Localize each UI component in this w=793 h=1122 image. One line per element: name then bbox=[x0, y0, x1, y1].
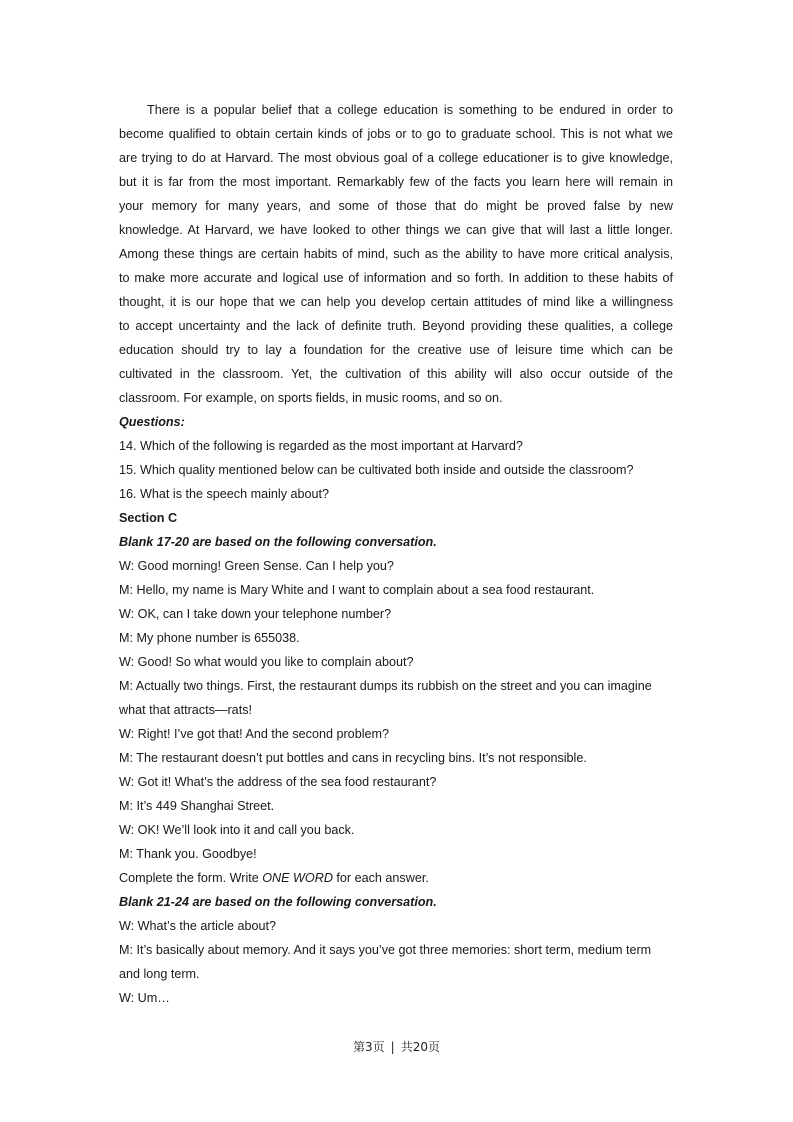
section-heading: Section C bbox=[119, 511, 178, 525]
passage bbox=[119, 98, 673, 410]
dialogue-line: W: Um… bbox=[119, 991, 170, 1005]
passage-line: cultivated in the classroom. Yet, the cultivation of this ability will also occur outside of the bbox=[119, 367, 673, 381]
dialogue-line: M: Actually two things. First, the restaurant dumps its rubbish on the street and you can imagine bbox=[119, 679, 652, 693]
passage-line: knowledge. At Harvard, we have looked to other things we can give that will last a little longer. bbox=[119, 223, 673, 237]
form-instruction bbox=[119, 866, 673, 890]
dialogue-line: what that attracts—rats! bbox=[119, 703, 252, 717]
passage-line: There is a popular belief that a college education is something to be endured in order to bbox=[147, 103, 673, 117]
dialogue-line: M: It’s 449 Shanghai Street. bbox=[119, 799, 275, 813]
dialogue-line: W: Right! I’ve got that! And the second problem? bbox=[119, 727, 389, 741]
dialogue-line: W: What’s the article about? bbox=[119, 919, 277, 933]
section-c bbox=[119, 506, 673, 1010]
footer-separator: | bbox=[390, 1040, 395, 1054]
total-pages: 共20页 bbox=[400, 1040, 440, 1054]
document-page bbox=[119, 98, 673, 1010]
dialogue-line: M: Thank you. Goodbye! bbox=[119, 847, 257, 861]
page-number: 第3页 bbox=[353, 1040, 385, 1054]
passage-line: are trying to do at Harvard. The most obvious goal of a college educationer is to give knowledge, bbox=[119, 151, 673, 165]
question-item: 15. Which quality mentioned below can be cultivated both inside and outside the classroom? bbox=[119, 463, 634, 477]
conversation-intro: Blank 21-24 are based on the following conversation. bbox=[119, 895, 437, 909]
passage-line: become qualified to obtain certain kinds of jobs or to go to graduate school. This is not what we bbox=[119, 127, 673, 141]
page-footer bbox=[0, 1038, 793, 1055]
passage-line: your memory for many years, and some of those that do might be proved false by new bbox=[119, 199, 673, 213]
passage-line: thought, it is our hope that we can help you develop certain attitudes of mind like a willingness bbox=[119, 295, 673, 309]
dialogue-line: M: It’s basically about memory. And it says you’ve got three memories: short term, medium term bbox=[119, 943, 652, 957]
passage-line: education should try to lay a foundation for the creative use of leisure time which can be bbox=[119, 343, 673, 357]
questions bbox=[119, 410, 673, 506]
dialogue-line: W: OK, can I take down your telephone number? bbox=[119, 607, 392, 621]
conversation-17-20 bbox=[119, 554, 673, 866]
question-item: 16. What is the speech mainly about? bbox=[119, 487, 330, 501]
conversation-intro: Blank 17-20 are based on the following conversation. bbox=[119, 535, 437, 549]
dialogue-line: M: My phone number is 655038. bbox=[119, 631, 300, 645]
dialogue-line: W: Good morning! Green Sense. Can I help you? bbox=[119, 559, 394, 573]
questions-heading: Questions: bbox=[119, 415, 185, 429]
question-item: 14. Which of the following is regarded as the most important at Harvard? bbox=[119, 439, 523, 453]
conversation-21-24 bbox=[119, 914, 673, 1010]
instruction-text: Complete the form. Write bbox=[119, 871, 263, 885]
dialogue-line: M: Hello, my name is Mary White and I want to complain about a sea food restaurant. bbox=[119, 583, 595, 597]
dialogue-line: M: The restaurant doesn’t put bottles and cans in recycling bins. It’s not responsible. bbox=[119, 751, 587, 765]
instruction-text: for each answer. bbox=[332, 871, 429, 885]
dialogue-line: and long term. bbox=[119, 967, 200, 981]
dialogue-line: W: Got it! What’s the address of the sea food restaurant? bbox=[119, 775, 437, 789]
passage-line: to accept uncertainty and the lack of definite truth. Beyond providing these qualities, a college bbox=[119, 319, 673, 333]
passage-line: classroom. For example, on sports fields, in music rooms, and so on. bbox=[119, 391, 503, 405]
passage-line: Among these things are certain habits of mind, such as the ability to have more critical analysis, bbox=[119, 247, 673, 261]
passage-line: to make more accurate and logical use of information and so forth. In addition to these habits of bbox=[119, 271, 673, 285]
instruction-emphasis: ONE WORD bbox=[262, 871, 333, 885]
passage-line: but it is far from the most important. Remarkably few of the facts you learn here will remain in bbox=[119, 175, 673, 189]
dialogue-line: W: OK! We’ll look into it and call you back. bbox=[119, 823, 355, 837]
dialogue-line: W: Good! So what would you like to complain about? bbox=[119, 655, 414, 669]
